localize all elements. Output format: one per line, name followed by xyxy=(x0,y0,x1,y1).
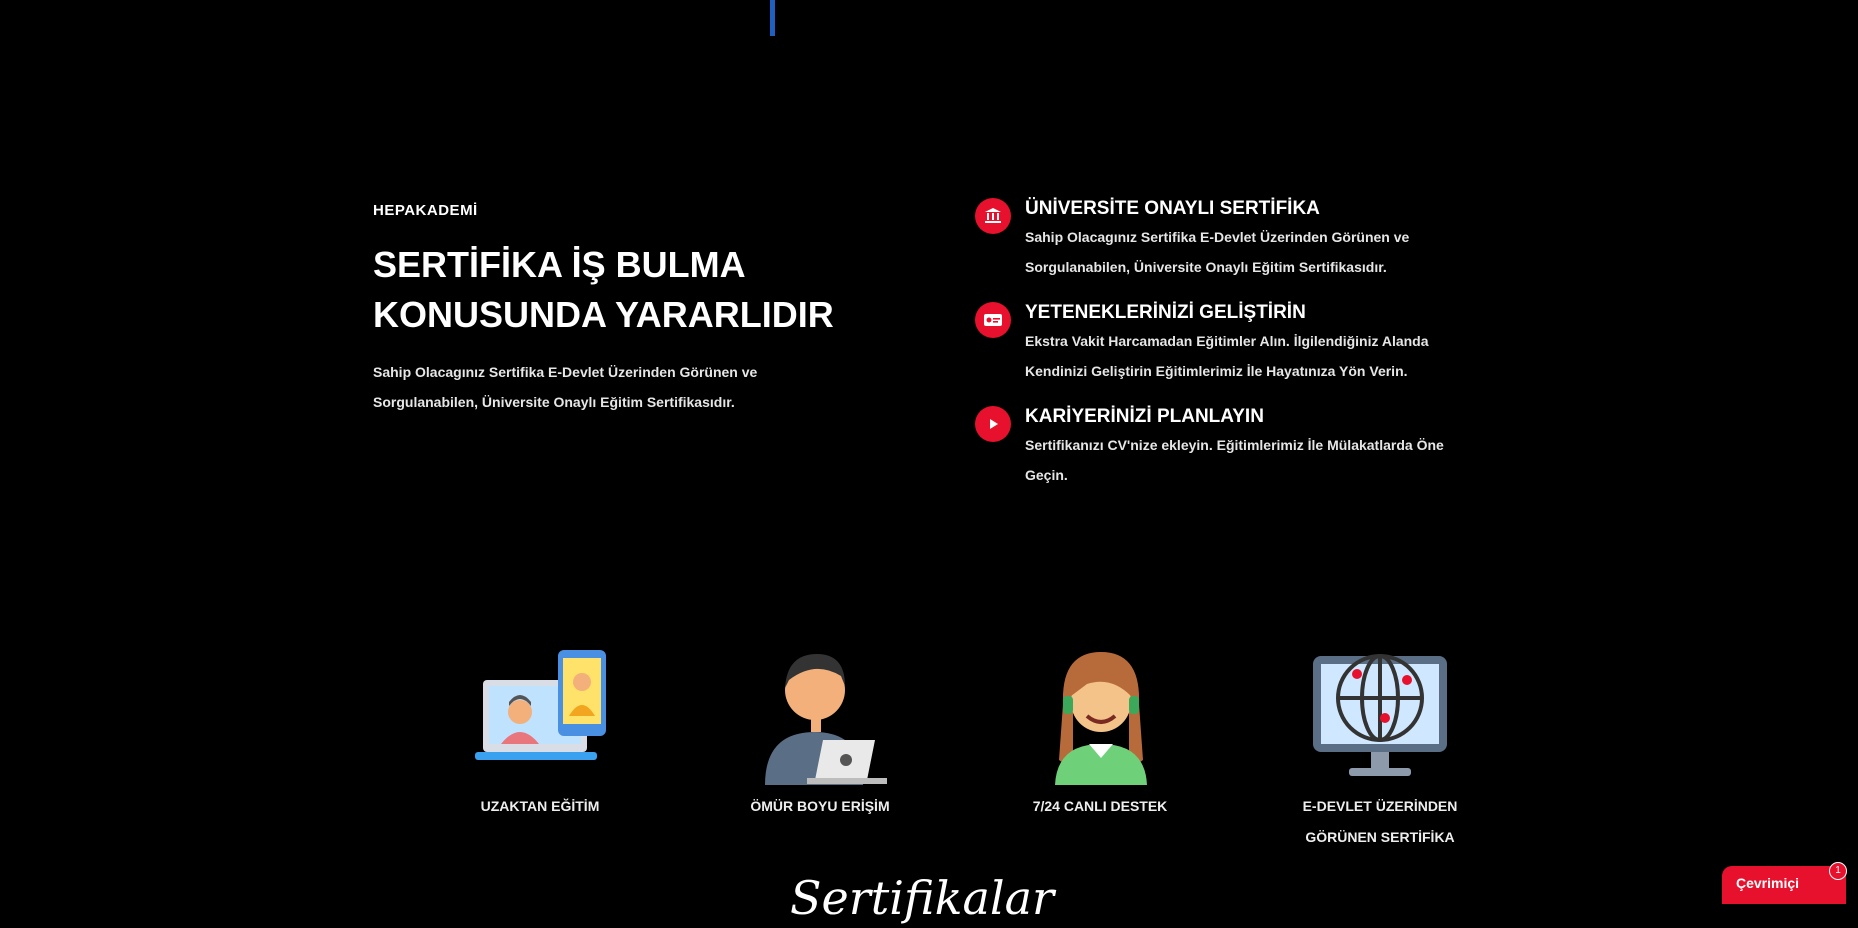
feature-text: Sahip Olacagınız Sertifika E-Devlet Üzerinden Görünen ve Sorgulanabilen, Üniversite Onaylı Eğitim Sertifikasıdır. xyxy=(1025,229,1410,275)
feature-title: ÜNİVERSİTE ONAYLI SERTİFİKA xyxy=(1025,198,1320,219)
feature-develop-skills xyxy=(975,300,1475,386)
next-section-title: Sertifikalar xyxy=(790,871,1055,925)
hero-description: Sahip Olacagınız Sertifika E-Devlet Üzerinden Görünen ve Sorgulanabilen, Üniversite Onaylı Eğitim Sertifikasıdır. xyxy=(373,364,758,410)
feature-university-approved xyxy=(975,196,1475,282)
live-support-icon xyxy=(1025,640,1175,785)
chat-online-button[interactable]: Çevrimiçi xyxy=(1722,866,1846,904)
highlight-remote-learning xyxy=(440,640,640,853)
feature-text: Ekstra Vakit Harcamadan Eğitimler Alın. İlgilendiğiniz Alanda Kendinizi Geliştirin Eğitimlerimiz İle Hayatınıza Yön Verin. xyxy=(1025,333,1429,379)
play-icon xyxy=(975,406,1011,442)
feature-title: YETENEKLERİNİZİ GELİŞTİRİN xyxy=(1025,302,1306,323)
globe-screen-icon xyxy=(1305,640,1455,785)
top-divider-line xyxy=(770,0,775,36)
highlight-live-support xyxy=(1000,640,1200,853)
highlight-label: E-DEVLET ÜZERİNDEN GÖRÜNEN SERTİFİKA xyxy=(1302,798,1458,845)
brand-eyebrow: HEPAKADEMİ xyxy=(373,202,478,219)
lifetime-access-icon xyxy=(745,640,895,785)
feature-plan-career xyxy=(975,404,1475,490)
chat-notification-badge[interactable]: 1 xyxy=(1829,862,1847,880)
feature-text: Sertifikanızı CV'nize ekleyin. Eğitimlerimiz İle Mülakatlarda Öne Geçin. xyxy=(1025,437,1444,483)
university-icon xyxy=(975,198,1011,234)
highlight-icons-row xyxy=(440,640,1480,853)
highlight-label: 7/24 CANLI DESTEK xyxy=(1032,798,1168,814)
feature-list xyxy=(975,196,1475,508)
id-card-icon xyxy=(975,302,1011,338)
highlight-label: ÖMÜR BOYU ERİŞİM xyxy=(750,798,890,814)
highlight-label: UZAKTAN EĞİTİM xyxy=(480,798,600,814)
highlight-lifetime-access xyxy=(720,640,920,853)
feature-title: KARİYERİNİZİ PLANLAYIN xyxy=(1025,406,1264,427)
hero-title: SERTİFİKA İŞ BULMA KONUSUNDA YARARLIDIR xyxy=(373,244,834,335)
highlight-edevlet-certificate xyxy=(1280,640,1480,853)
remote-learning-icon xyxy=(465,640,615,785)
